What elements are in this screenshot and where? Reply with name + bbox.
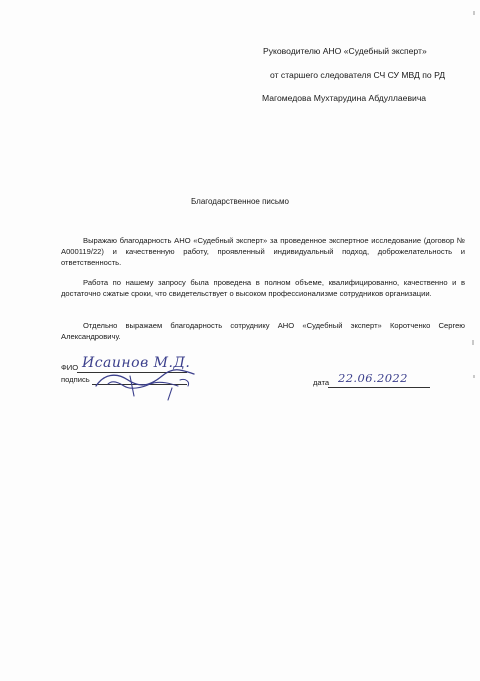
fio-label: ФИО <box>61 363 79 372</box>
handwritten-signature <box>90 356 210 406</box>
paragraph-2 <box>61 277 465 299</box>
paragraph-1-text: Выражаю благодарность АНО «Судебный эксперт» за проведенное экспертное исследование (договор № А000119/22) и качественную работу, проявленный индивидуальный подход, доброжелательность и ответственность. <box>61 236 465 267</box>
date-underline <box>328 387 430 388</box>
letter-title: Благодарственное письмо <box>190 197 289 206</box>
paragraph-3 <box>61 320 465 342</box>
paragraph-1 <box>61 235 465 268</box>
scan-artifact <box>473 11 475 15</box>
scan-artifact <box>473 375 475 378</box>
addressee-name: Магомедова Мухтарудина Абдуллаевича <box>262 93 427 103</box>
date-label: дата <box>313 378 330 387</box>
fio-handwritten: Исаинов М.Д. <box>82 355 191 371</box>
scan-artifact <box>472 340 474 345</box>
addressee-to: Руководителю АНО «Судебный эксперт» <box>263 46 427 56</box>
signature-label: подпись <box>61 375 90 384</box>
paragraph-3-text: Отдельно выражаем благодарность сотруднику АНО «Судебный эксперт» Коротченко Сергею Александровичу. <box>61 321 465 341</box>
paragraph-2-text: Работа по нашему запросу была проведена в полном объеме, квалифицированно, качественно и в достаточно сжатые сроки, что свидетельствует о высоком профессионализме сотрудников организации. <box>61 278 465 298</box>
addressee-from: от старшего следователя СЧ СУ МВД по РД <box>270 70 446 80</box>
date-handwritten: 22.06.2022 <box>338 371 408 385</box>
